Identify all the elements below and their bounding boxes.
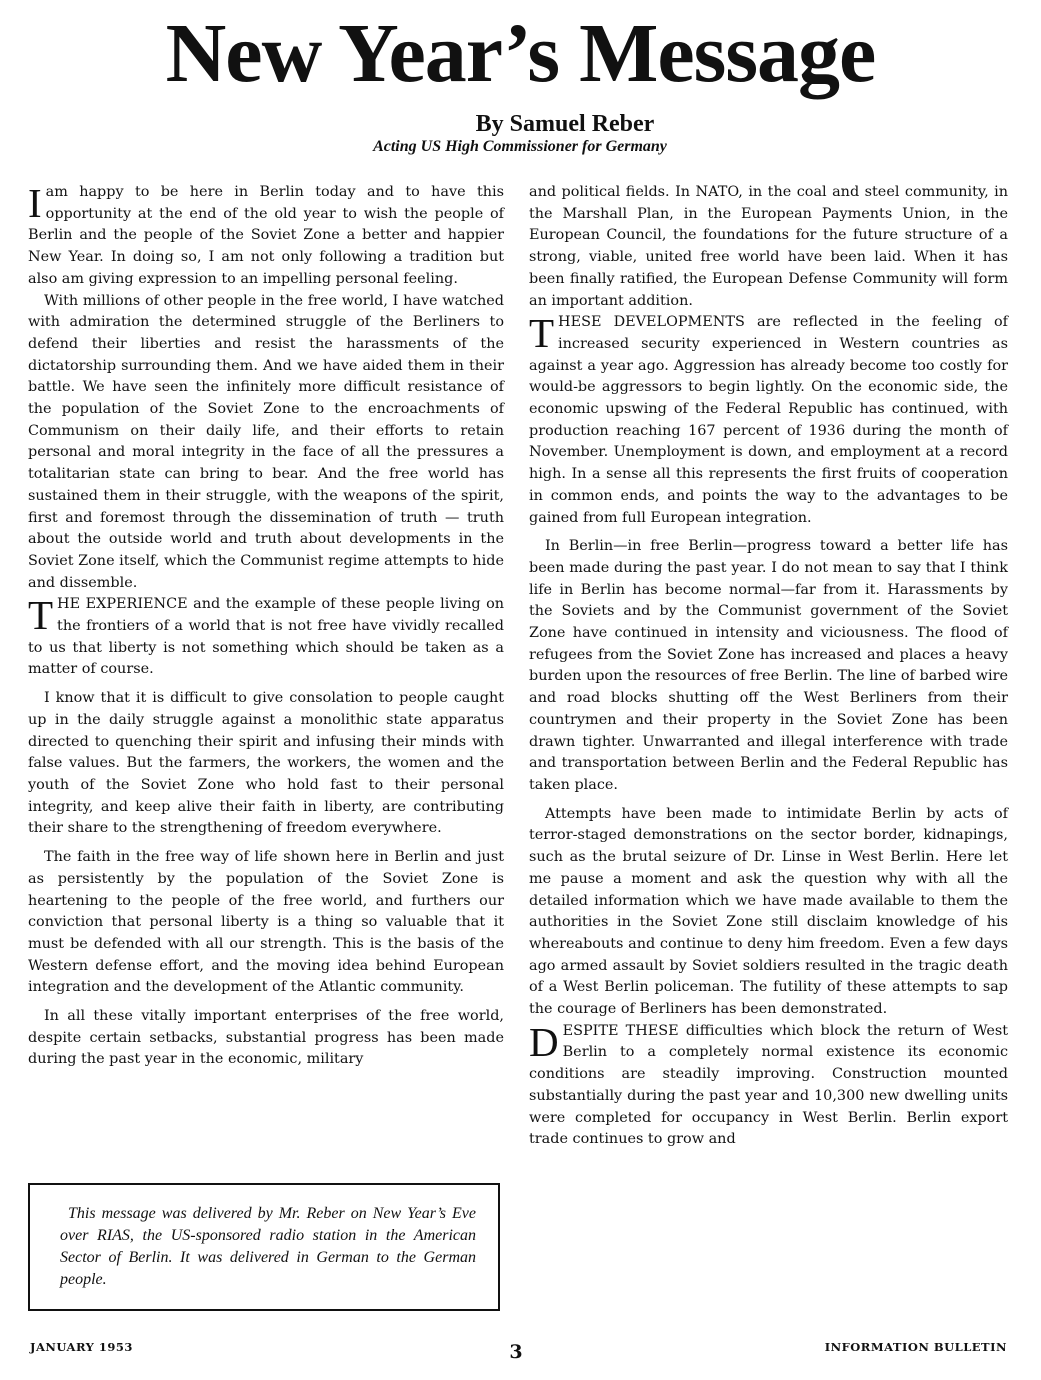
paragraph-text: ESPITE THESE difficulties which block the return of West Berlin to a completely normal existence its economic conditions are steadily improving. Construction mounted substantially during the past year and 10,300 new dwelling units were completed for occupancy in West Berlin. Berlin export trade continues to grow and <box>529 1022 1008 1148</box>
paragraph: In all these vitally important enterprises of the free world, despite certain setbacks, substantial progress has been made during the past year in the economic, military <box>28 1008 504 1068</box>
editor-note-text: This message was delivered by Mr. Reber on New Year’s Eve over RIAS, the US-sponsored radio station in the American Sector of Berlin. It was delivered in German to the German people. <box>60 1205 476 1288</box>
footer-publication: INFORMATION BULLETIN <box>824 1340 1007 1354</box>
paragraph: I know that it is difficult to give consolation to people caught up in the daily struggle against a monolithic state apparatus directed to quenching their spirit and infusing their minds with false values. But the farmers, the workers, the women and the youth of the Soviet Zone who hold fast to their personal integrity, and keep alive their faith in liberty, are contributing their share to the strengthening of freedom everywhere. <box>28 690 504 837</box>
paragraph <box>529 1018 1008 1151</box>
footer-date: JANUARY 1953 <box>30 1340 133 1354</box>
author-byline: By Samuel Reber <box>475 111 655 137</box>
editor-note-box <box>28 1183 500 1311</box>
paragraph-text: HE EXPERIENCE and the example of these people living on the frontiers of a world that is not free have vividly recalled to us that liberty is not something which should be taken as a matter of course. <box>28 596 504 678</box>
paragraph: The faith in the free way of life shown here in Berlin and just as persistently by the population of the Soviet Zone is heartening to the people of the free world, and furthers our conviction that personal liberty is a thing so valuable that it must be defended with all our strength. This is the basis of the Western defense effort, and the moving idea behind European integration and the development of the Atlantic community. <box>28 849 504 996</box>
drop-cap: I <box>28 180 42 226</box>
paragraph-text: am happy to be here in Berlin today and to have this opportunity at the end of the old year to wish the people of Berlin and the people of the Soviet Zone a better and happier New Year. In doing so, I am not only following a tradition but also am giving expression to an impelling personal feeling. <box>28 184 504 287</box>
paragraph: Attempts have been made to intimidate Berlin by acts of terror-staged demonstrations on the sector border, kidnapings, such as the brutal seizure of Dr. Linse in West Berlin. Here let me pause a moment and ask the question why with all the detailed information which we have made available to them the authorities in the Soviet Zone still disclaim knowledge of his whereabouts and continue to deny him freedom. Even a few days ago armed assault by Soviet soldiers resulted in the tragic death of a West Berlin policeman. The futility of these attempts to sap the courage of Berliners has been demonstrated. <box>529 805 1008 1018</box>
paragraph <box>28 182 504 291</box>
paragraph: and political fields. In NATO, in the coal and steel community, in the Marshall Plan, in the European Payments Union, in the European Council, the foundations for the future structure of a strong, viable, united free world have been laid. When it has been finally ratified, the European Defense Community will form an important addition. <box>529 184 1008 309</box>
paragraph <box>28 594 504 681</box>
drop-cap: T <box>529 310 555 357</box>
drop-cap: T <box>28 592 54 639</box>
article-column-left <box>28 182 504 1071</box>
article-column-right <box>529 182 1008 1151</box>
page-number: 3 <box>509 1341 523 1363</box>
drop-cap: D <box>529 1018 559 1065</box>
paragraph <box>529 312 1008 529</box>
page-title: New Year’s Message <box>165 7 876 100</box>
paragraph: In Berlin—in free Berlin—progress toward a better life has been made during the past year. I do not mean to say that I think life in Berlin has become normal—far from it. Harassments by the Soviets and by the Communist government of the Soviet Zone have continued in intensity and viciousness. The flood of refugees from the Soviet Zone has increased and places a heavy burden upon the resources of free Berlin. The line of barbed wire and road blocks shutting off the West Berliners from their countrymen and their property in the Soviet Zone has been drawn tighter. Unwarranted and illegal interference with trade and transportation between Berlin and the Federal Republic has taken place. <box>529 538 1008 793</box>
paragraph-text: HESE DEVELOPMENTS are reflected in the feeling of increased security experienced in Western countries as against a year ago. Aggression has already become too costly for would-be aggressors to begin lightly. On the economic side, the economic upswing of the Federal Republic has continued, with production reaching 167 percent of 1936 during the month of November. Unemployment is down, and employment at a record high. In a sense all this represents the first fruits of cooperation in common ends, and points the way to the advantages to be gained from full European integration. <box>529 314 1008 526</box>
author-title: Acting US High Commissioner for Germany <box>373 138 667 155</box>
paragraph: With millions of other people in the free world, I have watched with admiration the determined struggle of the Berliners to defend their liberties and resist the harassments of the dictatorship surrounding them. And we have aided them in their battle. We have seen the infinitely more difficult resistance of the population of the Soviet Zone to the encroachments of Communism on their daily life, and their efforts to retain personal and moral integrity in the face of all the pressures a totalitarian state can bring to bear. And the free world has sustained them in their struggle, with the weapons of the spirit, first and foremost through the dissemination of truth — truth about the outside world and truth about developments in the Soviet Zone itself, which the Communist regime attempts to hide and dissemble. <box>28 292 504 591</box>
